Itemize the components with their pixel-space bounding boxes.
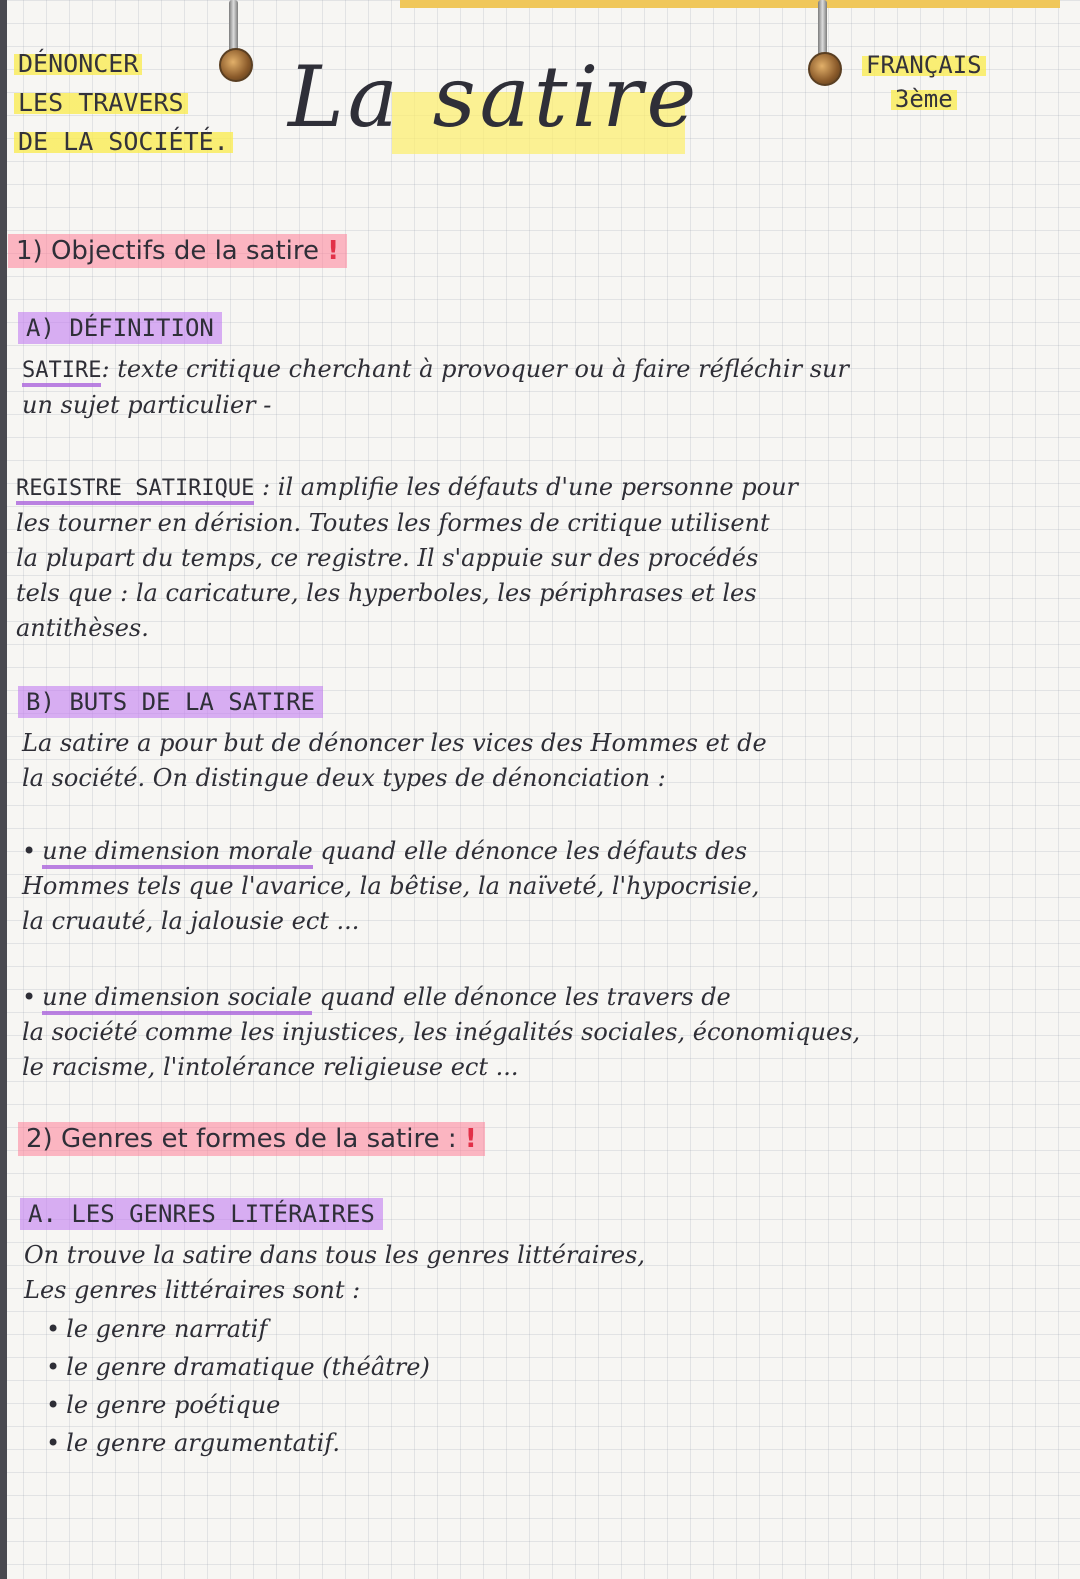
genres-intro-line: Les genres littéraires sont : xyxy=(24,1276,361,1304)
social-line: quand elle dénonce les travers de xyxy=(311,983,731,1011)
list-item xyxy=(46,1424,430,1462)
satire-term: SATIRE xyxy=(22,358,101,387)
bullet-icon: • xyxy=(46,1429,61,1457)
genres-intro xyxy=(24,1238,645,1308)
register-line: tels que : la caricature, les hyperboles, les périphrases et les xyxy=(16,579,757,607)
top-strip xyxy=(400,0,1060,8)
social-line: la société comme les injustices, les inégalités sociales, économiques, xyxy=(22,1018,861,1046)
goals-heading xyxy=(18,688,323,716)
left-note-line: LES TRAVERS xyxy=(14,88,188,117)
grade-label: 3ème xyxy=(891,85,957,113)
genres-intro-line: On trouve la satire dans tous les genres littéraires, xyxy=(24,1241,645,1269)
bullet-icon: • xyxy=(22,983,37,1011)
moral-dimension xyxy=(22,834,759,939)
page-title: La satire xyxy=(288,48,701,146)
goals-heading-label: B) BUTS DE LA SATIRE xyxy=(18,686,323,718)
section-2-title: 2) Genres et formes de la satire : xyxy=(26,1124,457,1154)
definition-line: un sujet particulier - xyxy=(22,391,272,419)
bullet-icon: • xyxy=(22,837,37,865)
bullet-icon: • xyxy=(46,1353,61,1381)
subject-label: FRANÇAIS xyxy=(862,51,986,79)
section-1-heading xyxy=(8,236,347,266)
definition-block xyxy=(22,352,849,423)
genre-item: le genre poétique xyxy=(66,1391,281,1419)
definition-line: : texte critique cherchant à provoquer ou à faire réfléchir sur xyxy=(101,355,849,383)
moral-line: quand elle dénonce les défauts des xyxy=(312,837,748,865)
binder-wire-right xyxy=(818,0,827,58)
binder-ring-right xyxy=(808,52,842,86)
goals-intro-line: La satire a pour but de dénoncer les vices des Hommes et de xyxy=(22,729,767,757)
moral-line: la cruauté, la jalousie ect ... xyxy=(22,907,360,935)
genres-heading xyxy=(20,1200,383,1228)
goals-intro-line: la société. On distingue deux types de dénonciation : xyxy=(22,764,666,792)
register-line: antithèses. xyxy=(16,614,149,642)
genres-heading-label: A. LES GENRES LITÉRAIRES xyxy=(20,1198,383,1230)
page-edge xyxy=(0,0,7,1579)
genres-list xyxy=(46,1310,430,1462)
register-line: : il amplifie les défauts d'une personne pour xyxy=(254,473,798,501)
header-left-note xyxy=(14,44,233,161)
section-1-title: 1) Objectifs de la satire xyxy=(16,236,320,266)
genre-item: le genre narratif xyxy=(66,1315,268,1343)
section-2-heading xyxy=(18,1124,485,1154)
bullet-icon: • xyxy=(46,1315,61,1343)
section-1-mark: ! xyxy=(327,236,340,266)
definition-heading xyxy=(18,314,222,342)
social-dimension xyxy=(22,980,860,1085)
list-item xyxy=(46,1348,430,1386)
header-right-note xyxy=(862,48,986,116)
register-line: les tourner en dérision. Toutes les formes de critique utilisent xyxy=(16,509,770,537)
left-note-line: DÉNONCER xyxy=(14,49,142,78)
register-term: REGISTRE SATIRIQUE xyxy=(16,476,254,505)
register-line: la plupart du temps, ce registre. Il s'appuie sur des procédés xyxy=(16,544,759,572)
social-label: une dimension sociale xyxy=(42,983,312,1015)
bullet-icon: • xyxy=(46,1391,61,1419)
genre-item: le genre argumentatif. xyxy=(66,1429,340,1457)
register-block xyxy=(16,470,798,646)
section-2-mark: ! xyxy=(464,1124,477,1154)
genre-item: le genre dramatique (théâtre) xyxy=(66,1353,430,1381)
left-note-line: DE LA SOCIÉTÉ. xyxy=(14,127,233,156)
goals-intro xyxy=(22,726,767,796)
definition-heading-label: A) DÉFINITION xyxy=(18,312,222,344)
list-item xyxy=(46,1310,430,1348)
social-line: le racisme, l'intolérance religieuse ect ... xyxy=(22,1053,519,1081)
moral-line: Hommes tels que l'avarice, la bêtise, la naïveté, l'hypocrisie, xyxy=(22,872,760,900)
moral-label: une dimension morale xyxy=(42,837,313,869)
list-item xyxy=(46,1386,430,1424)
